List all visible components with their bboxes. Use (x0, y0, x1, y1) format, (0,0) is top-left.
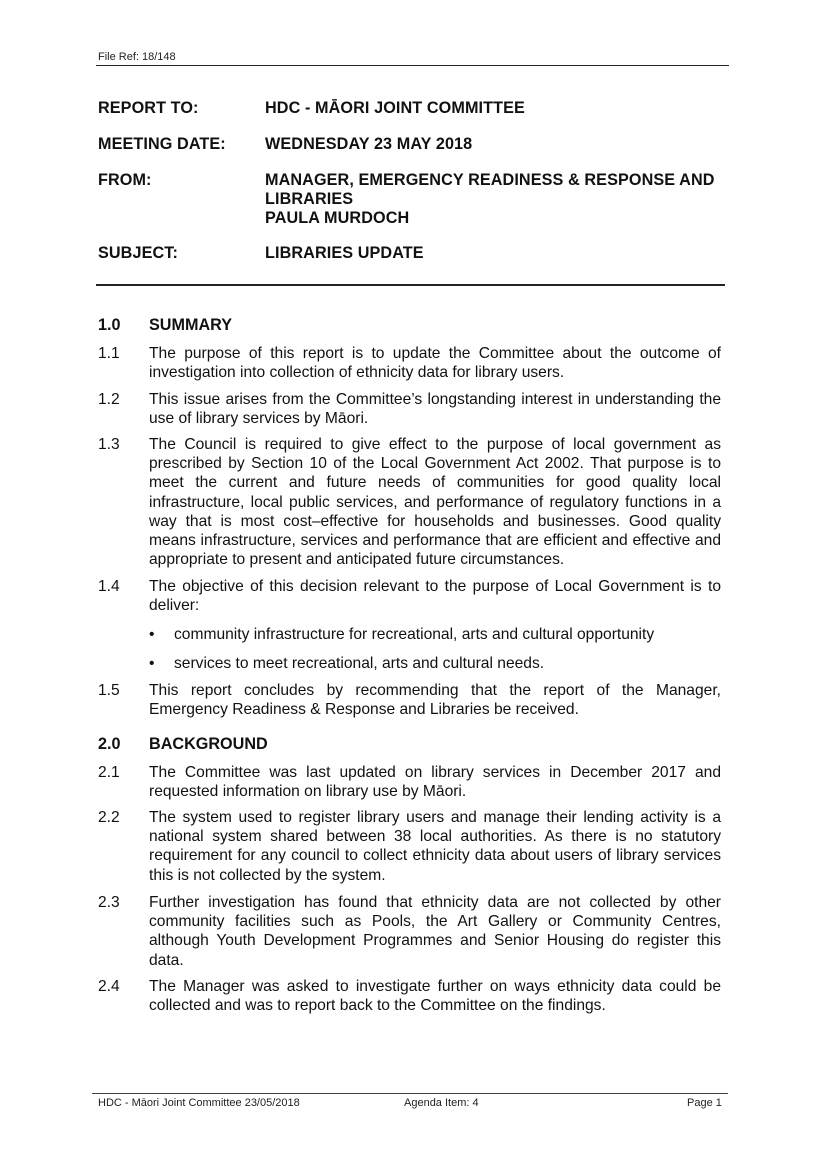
file-reference: File Ref: 18/148 (98, 51, 176, 63)
paragraph-text: The Committee was last updated on library services in December 2017 and requested information on library use by Māori. (149, 764, 721, 801)
subject-value: LIBRARIES UPDATE (265, 244, 424, 262)
bullet-icon: • (149, 626, 155, 643)
meeting-date-label: MEETING DATE: (98, 135, 226, 153)
paragraph-text: This report concludes by recommending that the report of the Manager, Emergency Readiness & Response and Libraries be received. (149, 682, 721, 719)
footer-agenda-item: Agenda Item: 4 (404, 1097, 479, 1109)
header-top-rule (96, 65, 729, 66)
bullet-icon: • (149, 655, 155, 672)
paragraph-text: The Council is required to give effect to the purpose of local government as prescribed by Section 10 of the Local Government Act 2002. That purpose is to meet the current and future needs of communities for good quality local infrastructure, local public services, and performance of regulatory functions in a way that is most cost–effective for households and businesses. Good quality means infrastructure, services and performance that are efficient and effective and appropriate to present and anticipated future circumstances. (149, 436, 721, 569)
paragraph-number: 1.1 (98, 345, 120, 362)
section-number: 1.0 (98, 316, 121, 334)
from-value-line3: PAULA MURDOCH (265, 209, 410, 227)
paragraph-number: 2.4 (98, 978, 120, 995)
paragraph-text: The Manager was asked to investigate further on ways ethnicity data could be collected and was to report back to the Committee on the findings. (149, 978, 721, 1015)
from-value-line2: LIBRARIES (265, 190, 354, 208)
report-to-value: HDC - MĀORI JOINT COMMITTEE (265, 99, 525, 117)
footer-committee: HDC - Māori Joint Committee 23/05/2018 (98, 1097, 300, 1109)
paragraph-text: The objective of this decision relevant to the purpose of Local Government is to deliver: (149, 578, 721, 615)
header-bottom-rule (96, 284, 725, 286)
from-value-line1: MANAGER, EMERGENCY READINESS & RESPONSE AND (265, 171, 715, 189)
bullet-text: community infrastructure for recreational, arts and cultural opportunity (174, 626, 655, 643)
subject-label: SUBJECT: (98, 244, 178, 262)
report-to-label: REPORT TO: (98, 99, 199, 117)
paragraph-text: Further investigation has found that ethnicity data are not collected by other community facilities such as Pools, the Art Gallery or Community Centres, although Youth Development Programmes and Senior Housing do register this data. (149, 894, 721, 969)
paragraph-number: 2.3 (98, 894, 120, 911)
paragraph-text: The system used to register library users and manage their lending activity is a national system shared between 38 local authorities. As there is no statutory requirement for any council to collect ethnicity data about users of library services this is not collected by the system. (149, 809, 721, 884)
section-title: SUMMARY (149, 316, 233, 334)
footer-rule (92, 1093, 728, 1094)
paragraph-number: 1.4 (98, 578, 120, 595)
meeting-date-value: WEDNESDAY 23 MAY 2018 (265, 135, 473, 153)
paragraph-text: This issue arises from the Committee’s longstanding interest in understanding the use of library services by Māori. (149, 391, 721, 428)
section-number: 2.0 (98, 735, 121, 753)
footer-page-number: Page 1 (687, 1097, 722, 1109)
paragraph-number: 2.1 (98, 764, 120, 781)
bullet-text: services to meet recreational, arts and cultural needs. (174, 655, 545, 672)
section-title: BACKGROUND (149, 735, 268, 753)
paragraph-number: 1.2 (98, 391, 120, 408)
paragraph-number: 1.3 (98, 436, 120, 453)
paragraph-number: 1.5 (98, 682, 120, 699)
paragraph-number: 2.2 (98, 809, 120, 826)
from-label: FROM: (98, 171, 152, 189)
paragraph-text: The purpose of this report is to update the Committee about the outcome of investigation into collection of ethnicity data for library users. (149, 345, 721, 382)
